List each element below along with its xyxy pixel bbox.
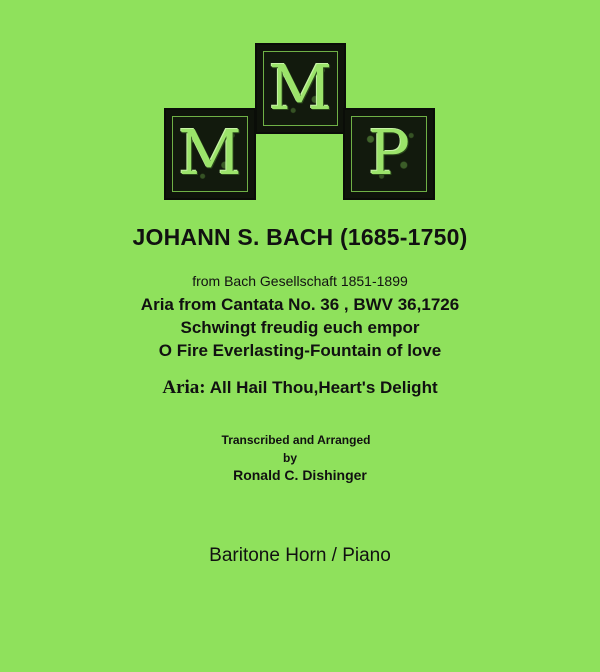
logo-block-right	[343, 108, 435, 200]
composer-title: JOHANN S. BACH (1685-1750)	[132, 224, 468, 250]
work-line-3: O Fire Everlasting-Fountain of love	[158, 341, 442, 360]
logo-block-left	[164, 108, 256, 200]
instrumentation: Baritone Horn / Piano	[209, 545, 391, 566]
credit-line-1: Transcribed and Arranged	[221, 433, 371, 447]
aria-label: Aria:	[162, 377, 206, 398]
credit-line-2: by	[282, 451, 297, 465]
aria-title: All Hail Thou,Heart's Delight	[205, 378, 438, 397]
work-line-1: Aria from Cantata No. 36 , BWV 36,1726	[140, 295, 460, 314]
aria-title-line	[0, 377, 600, 399]
arranger-name: Ronald C. Dishinger	[233, 467, 367, 483]
logo-letter-left: M	[178, 115, 242, 189]
logo-letter-top: M	[268, 50, 333, 124]
logo-letter-right: P	[368, 115, 410, 189]
logo-block-top	[255, 43, 346, 134]
source-note: from Bach Gesellschaft 1851-1899	[192, 273, 408, 289]
work-line-2: Schwingt freudig euch empor	[180, 318, 420, 337]
